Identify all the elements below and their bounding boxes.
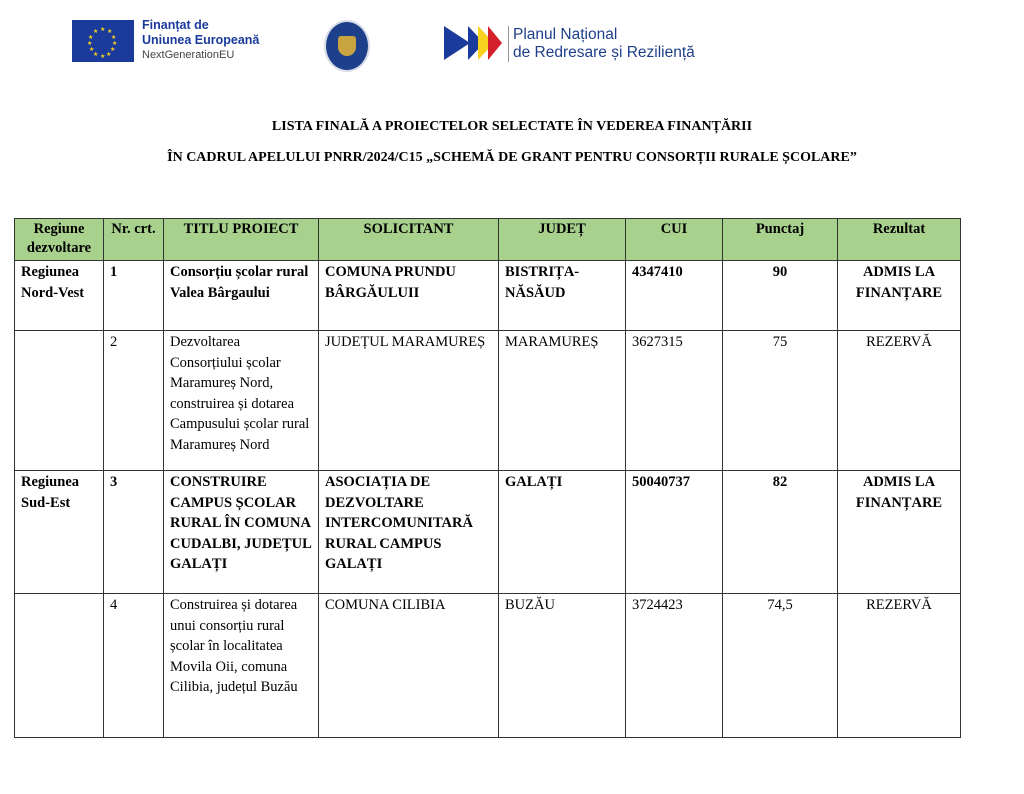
cell-result: REZERVĂ — [838, 331, 961, 471]
eu-text-line3: NextGenerationEU — [142, 49, 235, 61]
header-nr: Nr. crt. — [104, 219, 164, 261]
cell-cui: 50040737 — [626, 471, 723, 594]
eu-flag-logo: ★ ★ ★ ★ ★ ★ ★ ★ ★ ★ ★ ★ — [72, 20, 134, 62]
romanian-government-seal-logo — [324, 20, 370, 72]
cell-applicant: COMUNA CILIBIA — [319, 594, 499, 738]
cell-score: 74,5 — [723, 594, 838, 738]
cell-cui: 3724423 — [626, 594, 723, 738]
cell-county: GALAȚI — [499, 471, 626, 594]
cell-county: BUZĂU — [499, 594, 626, 738]
cell-result: REZERVĂ — [838, 594, 961, 738]
pnrr-line1: Planul Național — [513, 26, 618, 43]
cell-region: Regiunea Sud-Est — [15, 471, 104, 594]
cell-region: Regiunea Nord-Vest — [15, 261, 104, 331]
cell-cui: 3627315 — [626, 331, 723, 471]
cell-score: 75 — [723, 331, 838, 471]
cell-applicant: JUDEȚUL MARAMUREȘ — [319, 331, 499, 471]
cell-title: Construirea și dotarea unui consorțiu rural școlar în localitatea Movila Oii, comuna Cilibia, județul Buzău — [164, 594, 319, 738]
cell-county: BISTRIȚA-NĂSĂUD — [499, 261, 626, 331]
cell-nr: 1 — [104, 261, 164, 331]
cell-county: MARAMUREȘ — [499, 331, 626, 471]
document-title-line1: LISTA FINALĂ A PROIECTELOR SELECTATE ÎN VEDEREA FINANȚĂRII — [271, 119, 753, 134]
header-county: JUDEȚ — [499, 219, 626, 261]
header-score: Punctaj — [723, 219, 838, 261]
cell-result: ADMIS LA FINANȚARE — [838, 471, 961, 594]
table-row — [15, 594, 961, 738]
header-cui: CUI — [626, 219, 723, 261]
eu-text-line1: Finanțat de — [142, 18, 209, 32]
cell-score: 90 — [723, 261, 838, 331]
projects-table — [14, 218, 961, 738]
cell-title: CONSTRUIRE CAMPUS ȘCOLAR RURAL ÎN COMUNA CUDALBI, JUDEȚUL GALAȚI — [164, 471, 319, 594]
pnrr-text — [508, 26, 695, 62]
cell-score: 82 — [723, 471, 838, 594]
pnrr-line2: de Redresare și Reziliență — [513, 44, 695, 61]
table-row — [15, 331, 961, 471]
cell-title: Consorțiu școlar rural Valea Bârgaului — [164, 261, 319, 331]
header-title: TITLU PROIECT — [164, 219, 319, 261]
header-logos — [72, 18, 712, 70]
eu-text-line2: Uniunea Europeană — [142, 33, 260, 47]
cell-region — [15, 331, 104, 471]
table-row — [15, 471, 961, 594]
eu-funding-text — [142, 18, 259, 63]
table-row — [15, 261, 961, 331]
header-applicant: SOLICITANT — [319, 219, 499, 261]
cell-nr: 2 — [104, 331, 164, 471]
cell-result: ADMIS LA FINANȚARE — [838, 261, 961, 331]
cell-cui: 4347410 — [626, 261, 723, 331]
cell-nr: 3 — [104, 471, 164, 594]
cell-title: Dezvoltarea Consorțiului școlar Maramureș Nord, construirea și dotarea Campusului școlar rural Maramureș Nord — [164, 331, 319, 471]
document-title-line2: ÎN CADRUL APELULUI PNRR/2024/C15 „SCHEMĂ DE GRANT PENTRU CONSORȚII RURALE ȘCOLARE” — [167, 150, 857, 165]
header-result: Rezultat — [838, 219, 961, 261]
cell-region — [15, 594, 104, 738]
header-region: Regiune dezvoltare — [15, 219, 104, 261]
cell-applicant: ASOCIAȚIA DE DEZVOLTARE INTERCOMUNITARĂ RURAL CAMPUS GALAȚI — [319, 471, 499, 594]
cell-nr: 4 — [104, 594, 164, 738]
cell-applicant: COMUNA PRUNDU BÂRGĂULUII — [319, 261, 499, 331]
table-header-row — [15, 219, 961, 261]
